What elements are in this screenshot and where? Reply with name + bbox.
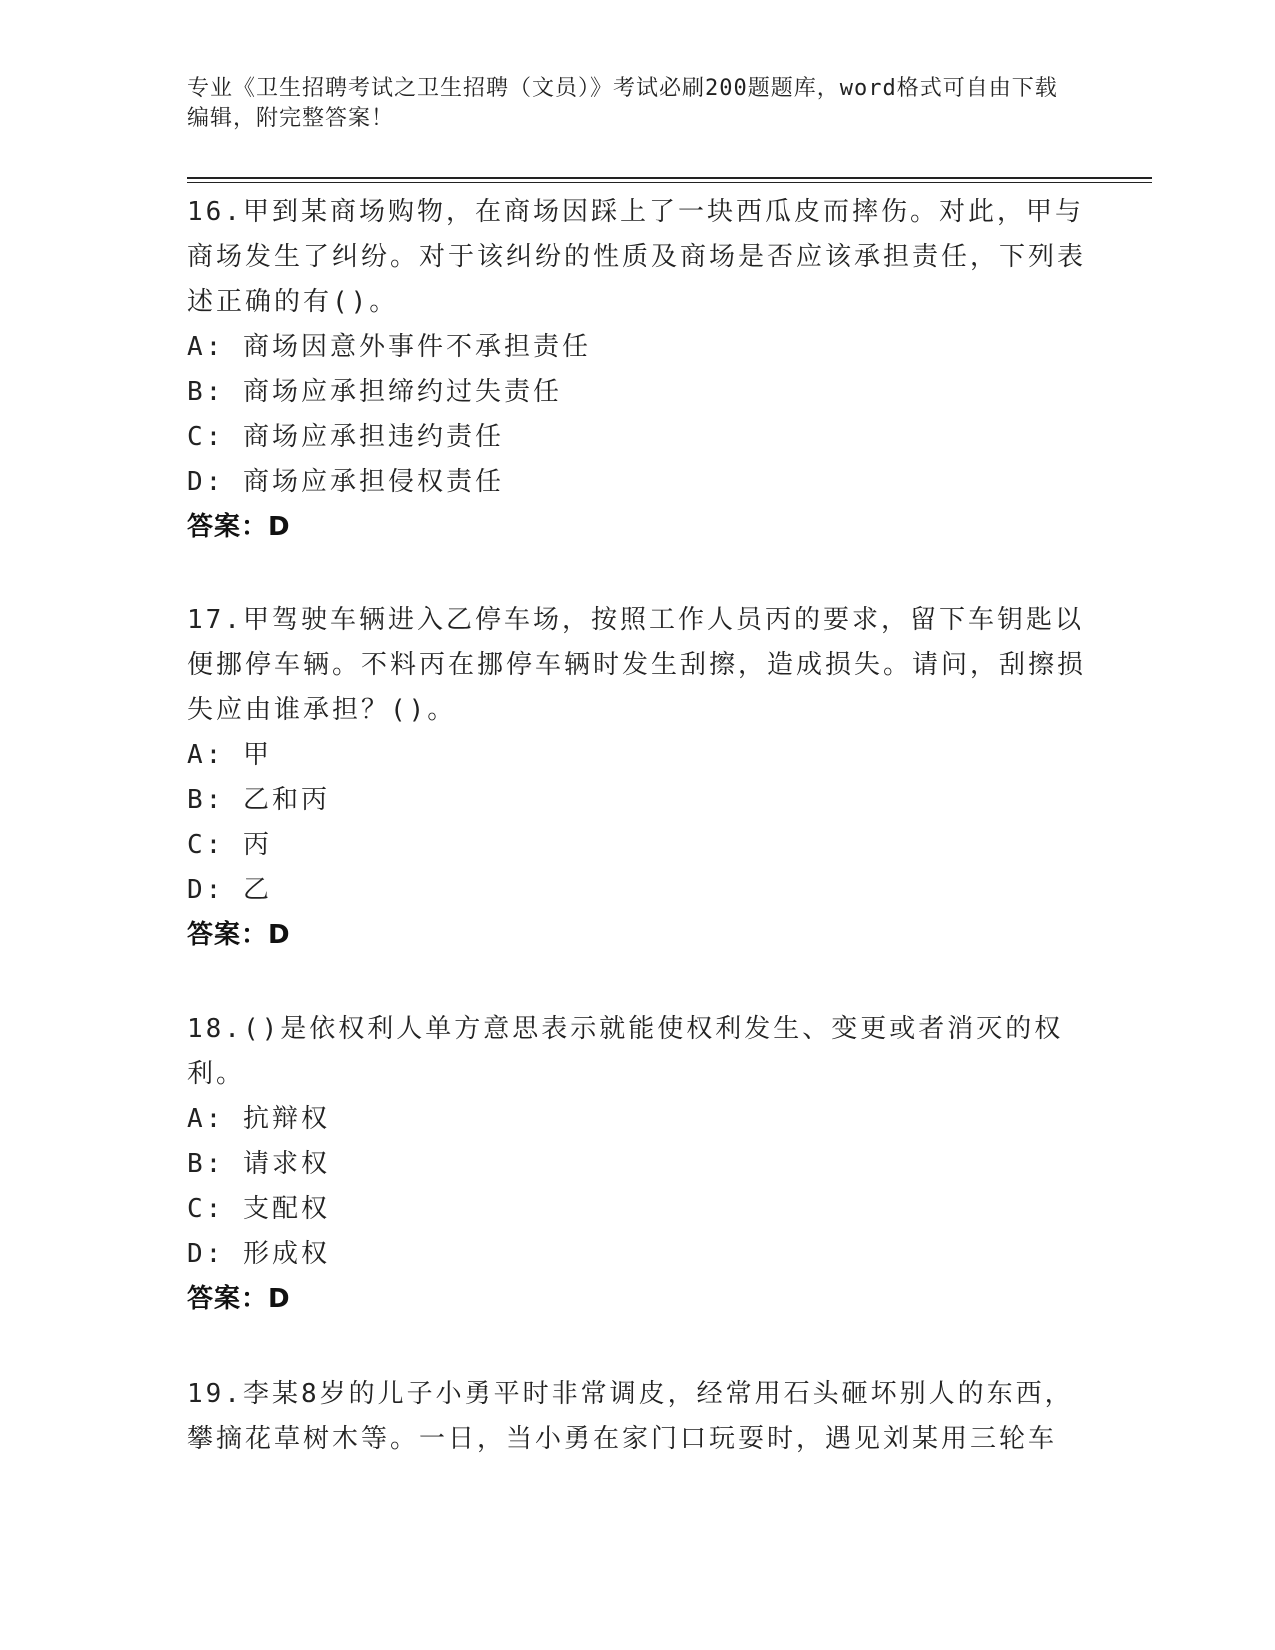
question-stem: 17.甲驾驶车辆进入乙停车场，按照工作人员丙的要求，留下车钥匙以便挪停车辆。不料丙在挪停车辆时发生刮擦，造成损失。请问，刮擦损失应由谁承担？()。 bbox=[187, 605, 1087, 725]
header-divider-thick bbox=[187, 177, 1152, 179]
option-c: C: 商场应承担违约责任 bbox=[187, 422, 504, 452]
question-17 bbox=[187, 598, 1087, 958]
option-d: D: 乙 bbox=[187, 875, 272, 905]
answer-line: 答案：D bbox=[187, 920, 291, 950]
answer-line: 答案：D bbox=[187, 1284, 291, 1314]
answer-line: 答案：D bbox=[187, 512, 291, 542]
option-c: C: 丙 bbox=[187, 830, 272, 860]
option-a: A: 抗辩权 bbox=[187, 1104, 330, 1134]
option-b: B: 商场应承担缔约过失责任 bbox=[187, 377, 562, 407]
option-b: B: 乙和丙 bbox=[187, 785, 330, 815]
option-c: C: 支配权 bbox=[187, 1194, 330, 1224]
question-stem: 18.()是依权利人单方意思表示就能使权利发生、变更或者消灭的权利。 bbox=[187, 1014, 1064, 1089]
header-divider-thin bbox=[187, 182, 1152, 183]
question-stem: 19.李某8岁的儿子小勇平时非常调皮，经常用石头砸坏别人的东西，攀摘花草树木等。一日，当小勇在家门口玩耍时，遇见刘某用三轮车 bbox=[187, 1379, 1074, 1454]
option-d: D: 商场应承担侵权责任 bbox=[187, 467, 504, 497]
question-16 bbox=[187, 190, 1087, 550]
question-18 bbox=[187, 1007, 1087, 1322]
option-a: A: 甲 bbox=[187, 740, 272, 770]
document-header: 专业《卫生招聘考试之卫生招聘（文员）》考试必刷200题题库，word格式可自由下载编辑，附完整答案！ bbox=[187, 76, 1058, 131]
question-stem: 16.甲到某商场购物，在商场因踩上了一块西瓜皮而摔伤。对此，甲与商场发生了纠纷。对于该纠纷的性质及商场是否应该承担责任，下列表述正确的有()。 bbox=[187, 197, 1087, 317]
option-b: B: 请求权 bbox=[187, 1149, 330, 1179]
option-d: D: 形成权 bbox=[187, 1239, 330, 1269]
option-a: A: 商场因意外事件不承担责任 bbox=[187, 332, 591, 362]
question-19 bbox=[187, 1372, 1087, 1462]
